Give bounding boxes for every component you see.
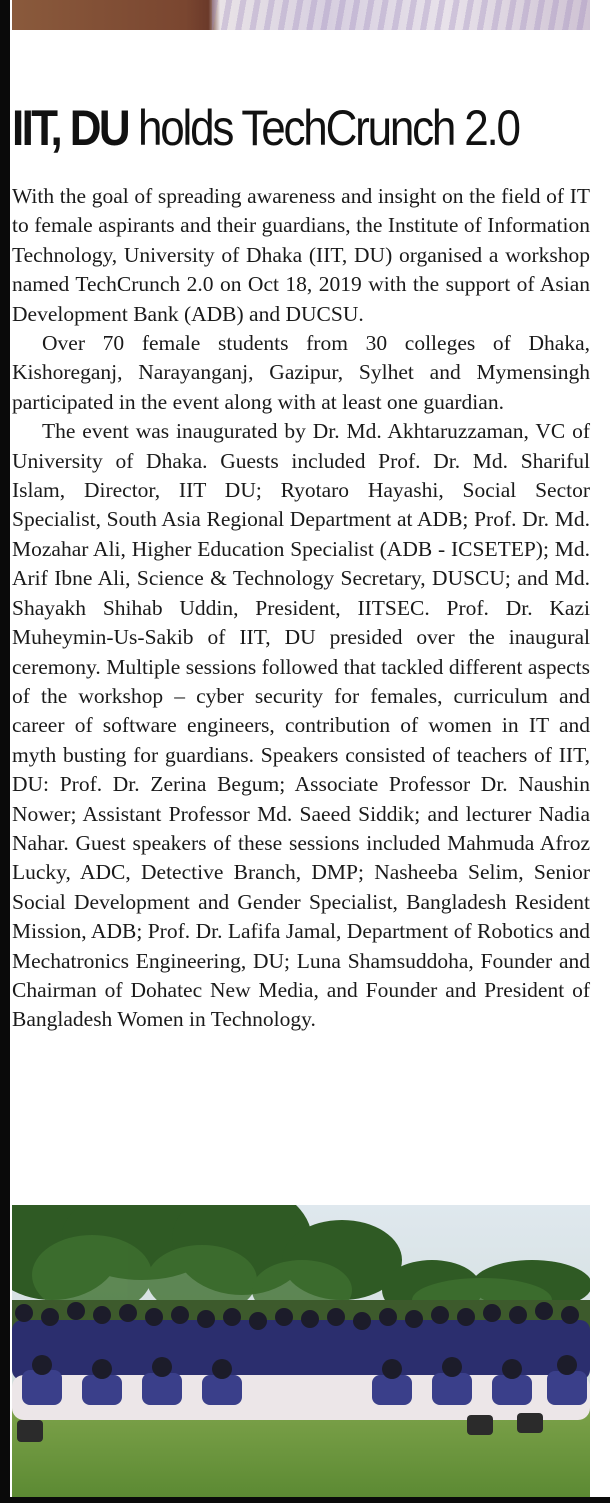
column-rule	[0, 0, 10, 1503]
bottom-rule	[0, 1497, 610, 1503]
photo-strip-texture	[212, 0, 590, 30]
headline-bold: IIT, DU	[12, 100, 128, 156]
article-paragraph-3: The event was inaugurated by Dr. Md. Akhtaruzzaman, VC of University of Dhaka. Guests included Prof. Dr. Md. Shariful Islam, Director, IIT DU; Ryotaro Hayashi, Social Sector Specialist, South Asia Regional Department at ADB; Prof. Dr. Md. Mozahar Ali, Higher Education Specialist (ADB - ICSETEP); Md. Arif Ibne Ali, Science & Technology Secretary, DUSCU; and Md. Shayakh Shihab Uddin, President, IITSEC. Prof. Dr. Kazi Muheymin-Us-Sakib of IIT, DU presided over the inaugural ceremony. Multiple sessions followed that tackled different aspects of the workshop – cyber security for females, curriculum and career of software engineers, contribution of women in IT and myth busting for guardians. Speakers consisted of teachers of IIT, DU: Prof. Dr. Zerina Begum; Associate Professor Dr. Naushin Nower; Assistant Professor Md. Saeed Siddik; and lecturer Nadia Nahar. Guest speakers of these sessions included Mahmuda Afroz Lucky, ADC, Detective Branch, DMP; Nasheeba Selim, Senior Social Development and Gender Specialist, Bangladesh Resident Mission, ADB; Prof. Dr. Lafifa Jamal, Department of Robotics and Mechatronics Engineering, DU; Luna Shamsuddoha, Founder and Chairman of Dohatec New Media, and Founder and President of Bangladesh Women in Technology.	[12, 419, 590, 1032]
headline-rest: holds TechCrunch 2.0	[127, 100, 519, 156]
group-photo	[12, 1205, 590, 1497]
article-headline	[12, 96, 531, 160]
article-paragraph-2: Over 70 female students from 30 colleges of Dhaka, Kishoreganj, Narayanganj, Gazipur, Sylhet and Mymensingh participated in the event along with at least one guardian.	[12, 331, 590, 414]
article-body	[12, 182, 590, 1035]
previous-article-photo-strip	[12, 0, 590, 30]
article-paragraph-1: With the goal of spreading awareness and insight on the field of IT to female aspirants and their guardians, the Institute of Information Technology, University of Dhaka (IIT, DU) organised a workshop named TechCrunch 2.0 on Oct 18, 2019 with the support of Asian Development Bank (ADB) and DUCSU.	[12, 184, 590, 326]
